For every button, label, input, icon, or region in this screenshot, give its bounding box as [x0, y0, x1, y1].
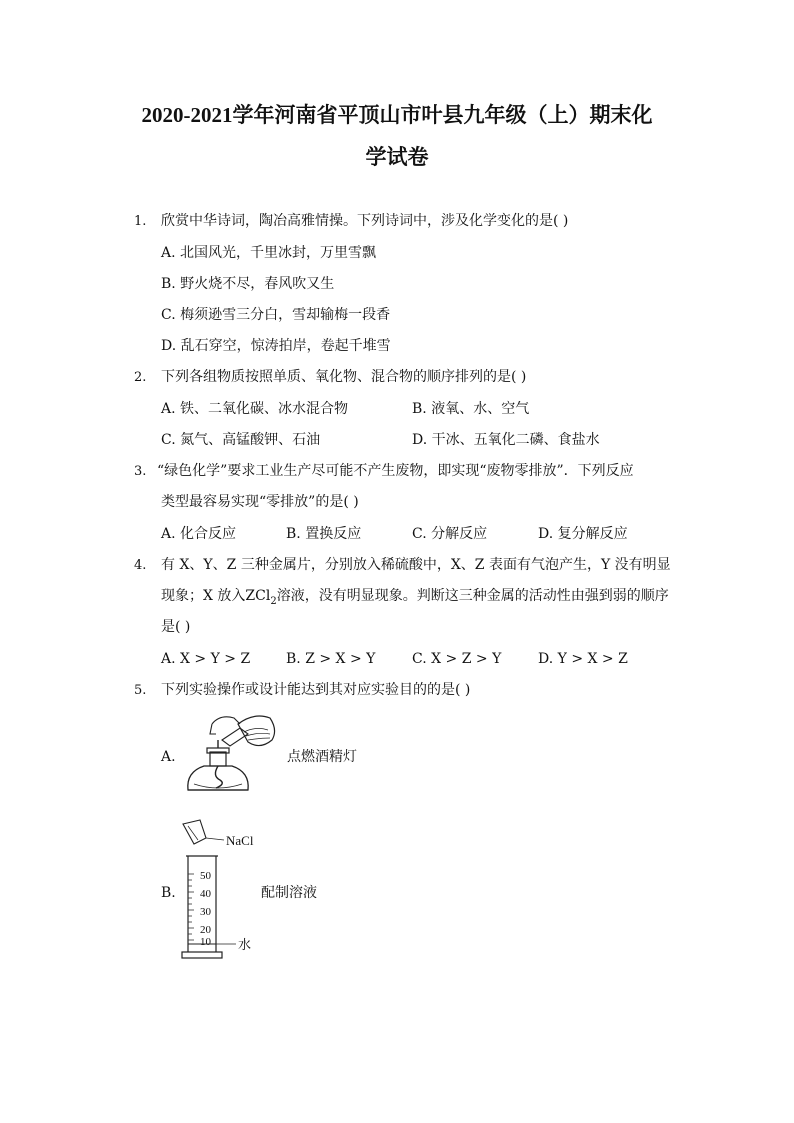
question-2-number: 2. — [134, 370, 147, 385]
question-4-stem-line2 — [161, 587, 669, 605]
question-5-option-a-label: A. — [161, 749, 176, 765]
question-1-option-b: B. 野火烧不尽，春风吹又生 — [161, 276, 335, 292]
water-label: 水 — [238, 938, 252, 953]
question-3-stem-line2: 类型最容易实现“零排放”的是( ) — [161, 494, 359, 510]
question-5-number: 5. — [134, 683, 147, 698]
question-2-stem: 下列各组物质按照单质、氧化物、混合物的顺序排列的是( ) — [161, 369, 527, 385]
question-2-option-b: B. 液氧、水、空气 — [412, 401, 530, 417]
question-4-stem-line1: 有 X、Y、Z 三种金属片，分别放入稀硫酸中，X、Z 表面有气泡产生，Y 没有明显 — [161, 557, 671, 573]
question-4-stem-line3: 是( ) — [161, 619, 191, 635]
question-1-number: 1. — [134, 214, 147, 229]
question-4-option-c: C. X > Z > Y — [412, 651, 502, 667]
exam-title-line2: 学试卷 — [365, 145, 429, 169]
question-4-option-b: B. Z > X > Y — [286, 651, 376, 667]
measuring-cylinder-figure — [180, 818, 270, 966]
question-4-stem-line2-a: 现象；X 放入ZCl — [161, 588, 271, 604]
question-4-stem-line2-b: 溶液，没有明显现象。判断这三种金属的活动性由强到弱的顺序 — [276, 588, 669, 604]
question-1-option-c: C. 梅须逊雪三分白，雪却输梅一段香 — [161, 307, 391, 323]
question-4-subscript: 2 — [270, 595, 277, 607]
nacl-label: NaCl — [226, 833, 254, 848]
question-2-option-d: D. 干冰、五氧化二磷、食盐水 — [412, 432, 600, 448]
question-3-number: 3. — [134, 464, 147, 479]
question-1-stem: 欣赏中华诗词，陶冶高雅情操。下列诗词中，涉及化学变化的是( ) — [161, 213, 569, 229]
question-3-option-d: D. 复分解反应 — [538, 526, 628, 542]
exam-title-line1: 2020-2021学年河南省平顶山市叶县九年级（上）期末化 — [141, 103, 653, 127]
question-1-option-a: A. 北国风光，千里冰封，万里雪飘 — [161, 245, 377, 261]
question-5-option-a-text: 点燃酒精灯 — [287, 749, 357, 765]
grad-30: 30 — [200, 906, 211, 918]
alcohol-lamp-figure — [182, 710, 282, 802]
question-5-option-b-text: 配制溶液 — [261, 885, 317, 901]
question-3-option-b: B. 置换反应 — [286, 526, 362, 542]
question-2-option-a: A. 铁、二氧化碳、冰水混合物 — [161, 401, 349, 417]
grad-20: 20 — [200, 924, 211, 936]
question-4-option-d: D. Y > X > Z — [538, 651, 628, 667]
question-3-option-a: A. 化合反应 — [161, 526, 237, 542]
question-2-option-c: C. 氮气、高锰酸钾、石油 — [161, 432, 321, 448]
question-4-option-a: A. X > Y > Z — [161, 651, 251, 667]
question-3-stem-line1: “绿色化学”要求工业生产尽可能不产生废物，即实现“废物零排放”．下列反应 — [157, 463, 634, 479]
question-4-number: 4. — [134, 558, 147, 573]
question-1-option-d: D. 乱石穿空，惊涛拍岸，卷起千堆雪 — [161, 338, 391, 354]
question-3-option-c: C. 分解反应 — [412, 526, 488, 542]
grad-10: 10 — [200, 936, 211, 948]
question-5-option-b-label: B. — [161, 885, 176, 901]
grad-40: 40 — [200, 888, 211, 900]
question-5-stem: 下列实验操作或设计能达到其对应实验目的的是( ) — [161, 682, 471, 698]
grad-50: 50 — [200, 870, 211, 882]
